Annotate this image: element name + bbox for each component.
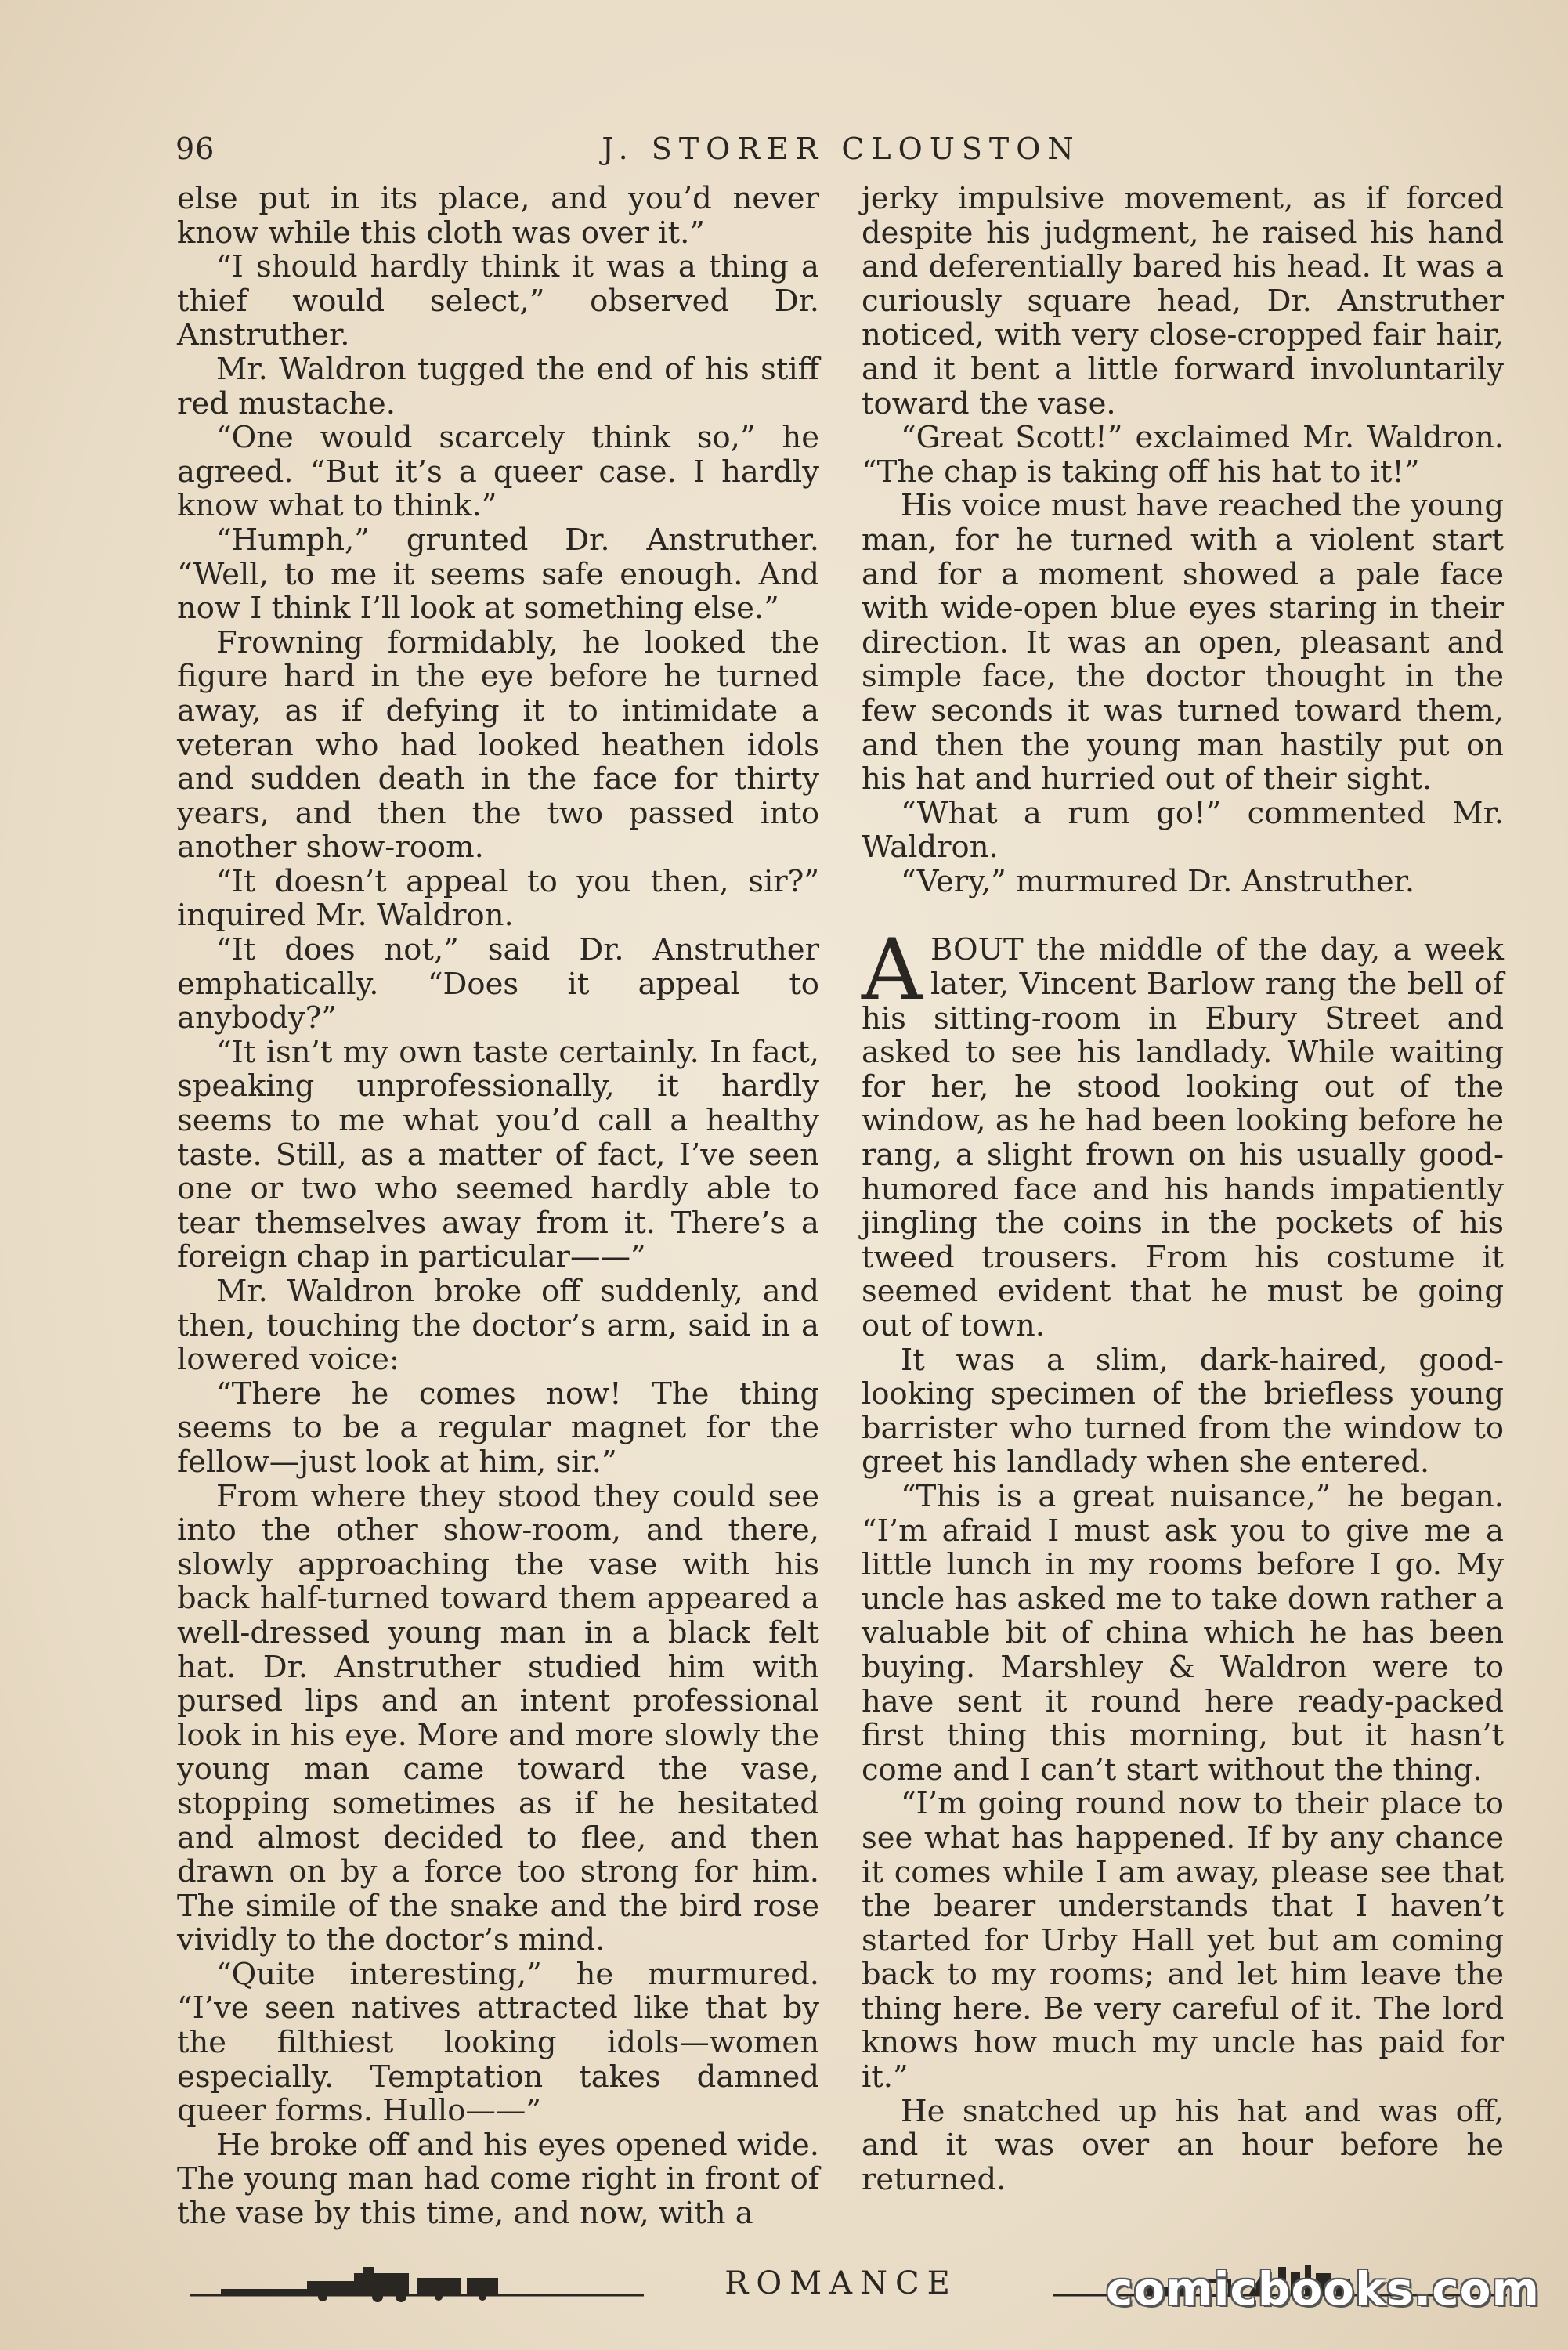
drop-cap: A (862, 921, 923, 1020)
paragraph: Frowning formidably, he looked the figure hard in the eye before he turned away, as if defying it to intimidate a veteran who had looked heathen idols and sudden death in the face for thirty years, and then the two passed into another show-room. (177, 624, 819, 866)
paragraph: “This is a great nuisance,” he began. “I’m afraid I must ask you to give me a little lunch in my rooms before I go. My uncle has asked me to take down rather a valuable bit of china which he has been buying. Marshley & Waldron were to have sent it round here ready-packed first thing this morning, but it hasn’t come and I can’t start without the thing. (862, 1478, 1504, 1788)
paragraph: jerky impulsive movement, as if forced despite his judgment, he raised his hand and deferentially bared his head. It was a curiously square head, Dr. Anstruther noticed, with very close-cropped fair hair, and it bent a little forward involuntarily toward the vase. (862, 181, 1504, 421)
paragraph: “I’m going round now to their place to see what has happened. If by any chance it comes while I am away, please see that the bearer understands that I haven’t started for Urby Hall yet but am coming back to my rooms; and let him leave the thing here. Be very careful of it. The lord knows how much my uncle has paid for it.” (862, 1786, 1504, 2095)
paragraph: “It doesn’t appeal to you then, sir?” inquired Mr. Waldron. (177, 863, 819, 934)
paragraph: From where they stood they could see into the other show-room, and there, slowly approaching the vase with his back half-turned toward them appeared a well-dressed young man in a black felt hat. Dr. Anstruther studied him with pursed lips and an intent professional look in his eye. More and more slowly the young man came toward the vase, stopping sometimes as if he hesitated and almost decided to flee, and then drawn on by a force too strong for him. The simile of the snake and the bird rose vividly to the doctor’s mind. (177, 1478, 819, 1958)
paragraph: He snatched up his hat and was off, and it was over an hour before he returned. (862, 2093, 1504, 2197)
page-number: 96 (175, 132, 215, 166)
section-opening-paragraph (862, 921, 1504, 1343)
paragraph: “It does not,” said Dr. Anstruther emphatically. “Does it appeal to anybody?” (177, 932, 819, 1036)
paragraph: “Great Scott!” exclaimed Mr. Waldron. “The chap is taking off his hat to it!” (862, 420, 1504, 490)
paragraph: “There he comes now! The thing seems to be a regular magnet for the fellow—just look at him, sir.” (177, 1376, 819, 1480)
running-head (175, 132, 1507, 179)
paragraph: “I should hardly think it was a thing a thief would select,” observed Dr. Anstruther. (177, 249, 819, 353)
opening-text: BOUT the middle of the day, a week later, Vincent Barlow rang the bell of his sitting-room in Ebury Street and asked to see his landlady. While waiting for her, he stood looking out of the window, as he had been looking before he rang, a slight frown on his usually good-humored face and his hands impatiently jingling the coins in the pockets of his tweed trousers. From his costume it seemed evident that he must be going out of town. (862, 932, 1504, 1343)
paragraph: His voice must have reached the young man, for he turned with a violent start and for a moment showed a pale face with wide-open blue eyes staring in their direction. It was an open, pleasant and simple face, the doctor thought in the few seconds it was turned toward them, and then the young man hastily put on his hat and hurried out of their sight. (862, 488, 1504, 797)
paragraph: He broke off and his eyes opened wide. The young man had come right in front of the vase by this time, and now, with a (177, 2127, 819, 2232)
right-column (862, 182, 1504, 2196)
paragraph: “Quite interesting,” he murmured. “I’ve seen natives attracted like that by the filthiest looking idols—women especially. Temptation takes damned queer forms. Hullo——” (177, 1956, 819, 2129)
paragraph: else put in its place, and you’d never know while this cloth was over it.” (177, 181, 819, 251)
paragraph: “Humph,” grunted Dr. Anstruther. “Well, to me it seems safe enough. And now I think I’ll look at something else.” (177, 522, 819, 627)
paragraph: “One would scarcely think so,” he agreed. “But it’s a queer case. I hardly know what to think.” (177, 420, 819, 524)
magazine-title: ROMANCE (724, 2265, 958, 2301)
paragraph: “It isn’t my own taste certainly. In fact, speaking unprofessionally, it hardly seems to me what you’d call a healthy taste. Still, as a matter of fact, I’ve seen one or two who seemed hardly able to tear themselves away from it. There’s a foreign chap in particular——” (177, 1034, 819, 1275)
left-column (177, 182, 819, 2231)
running-title: J. STORER CLOUSTON (602, 132, 1081, 166)
paragraph: “What a rum go!” commented Mr. Waldron. (862, 795, 1504, 866)
paragraph: “Very,” murmured Dr. Anstruther. (901, 863, 1415, 899)
section-break (862, 898, 1504, 933)
paragraph: It was a slim, dark-haired, good-looking specimen of the briefless young barrister who turned from the window to greet his landlady when she entered. (862, 1342, 1504, 1480)
paragraph: Mr. Waldron tugged the end of his stiff red mustache. (177, 351, 819, 421)
paragraph: Mr. Waldron broke off suddenly, and then, touching the doctor’s arm, said in a lowered voice: (177, 1274, 819, 1378)
watermark: comicbooks.com (1106, 2262, 1540, 2316)
